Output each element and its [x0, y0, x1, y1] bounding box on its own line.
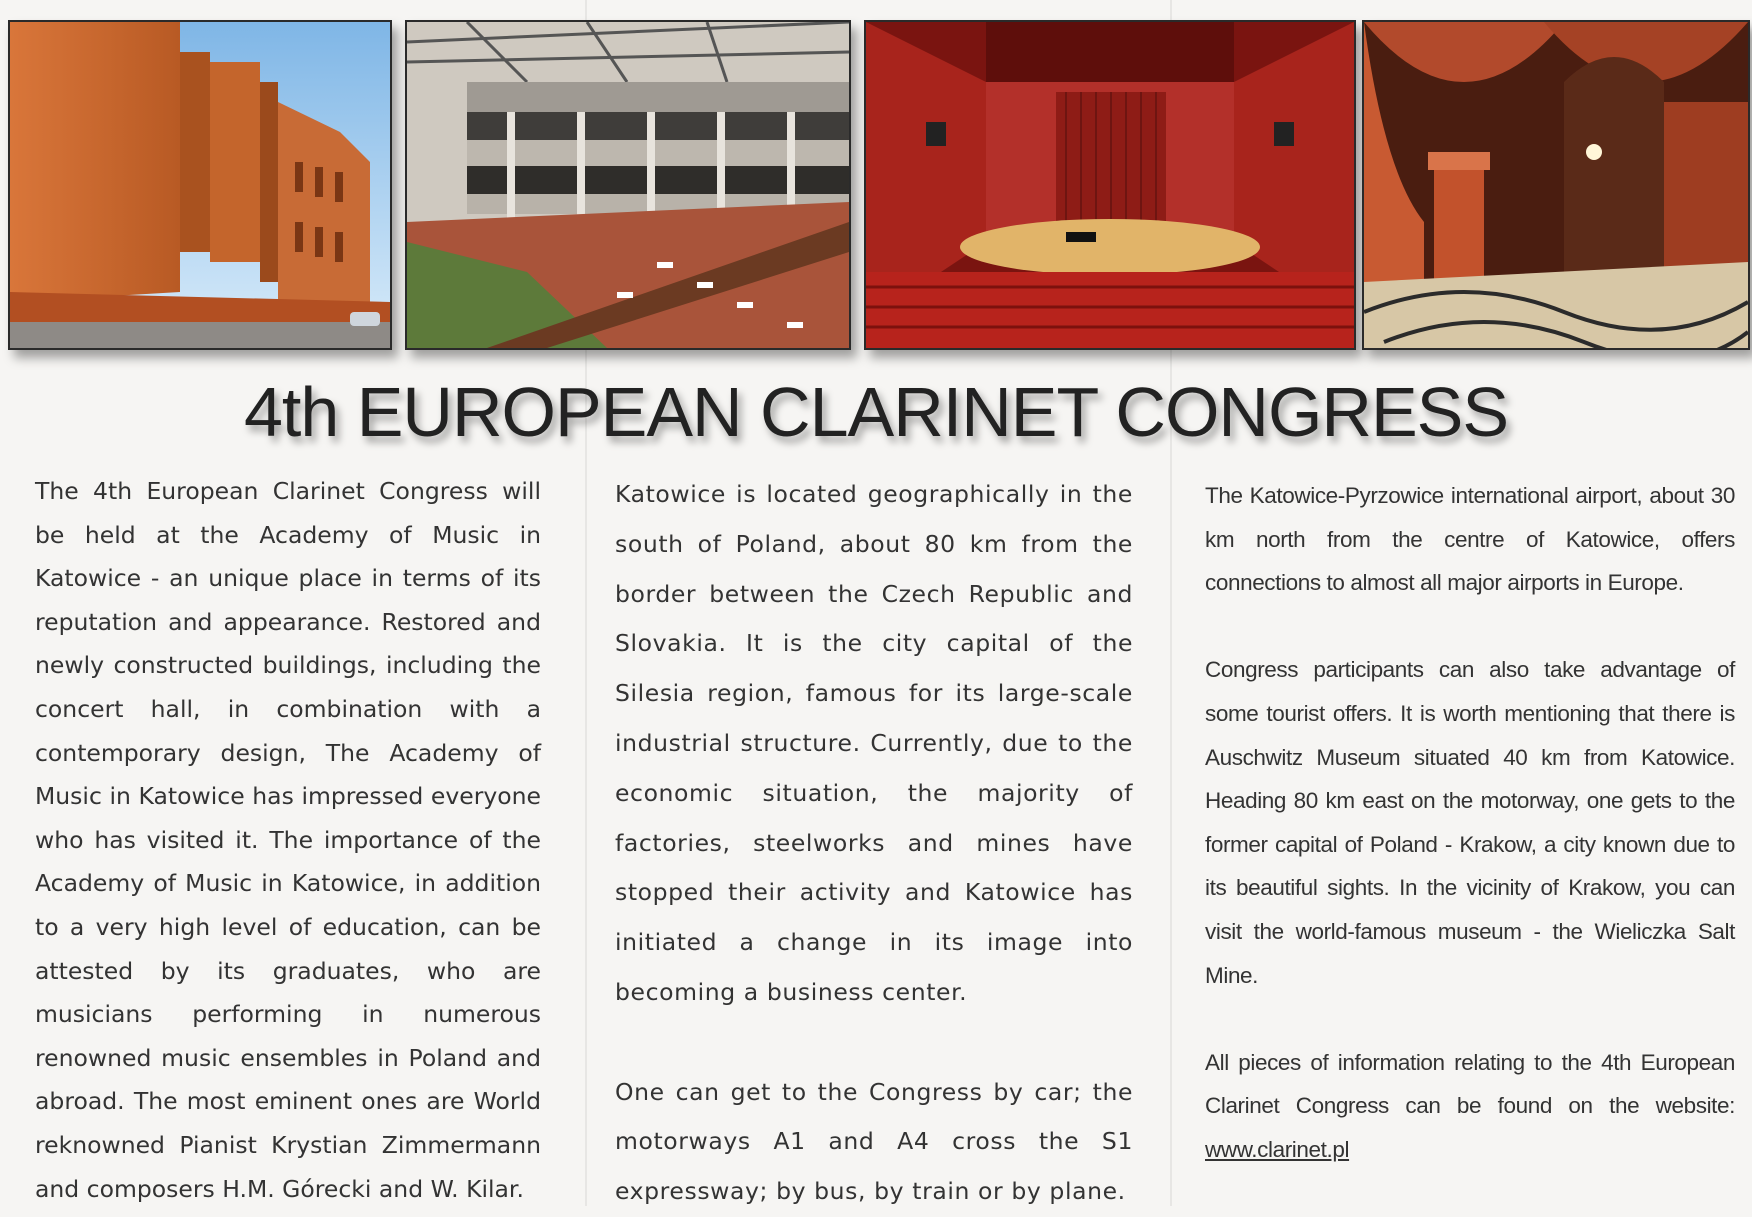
- atrium-interior-photo: [405, 20, 851, 350]
- website-paragraph: [1205, 1041, 1735, 1172]
- transport-paragraph: One can get to the Congress by car; the motorways A1 and A4 cross the S1 expressway; by bus, by train or by plane.: [615, 1077, 1133, 1206]
- tourist-paragraph: Congress participants can also take advantage of some tourist offers. It is worth mentioning that there is Auschwitz Museum situated 40 km from Katowice. Heading 80 km east on the motorway, one gets to the former capital of Poland - Krakow, a city known due to its beautiful sights. In the vicinity of Krakow, you can visit the world-famous museum - the Wieliczka Salt Mine.: [1205, 657, 1735, 988]
- gothic-vaulted-hall-photo: [1362, 20, 1750, 350]
- airport-paragraph: The Katowice-Pyrzowice international airport, about 30 km north from the centre of Katowice, offers connections to almost all major airports in Europe.: [1205, 483, 1735, 596]
- column-academy: [35, 470, 541, 1211]
- katowice-paragraph: Katowice is located geographically in the south of Poland, about 80 km from the border between the Czech Republic and Slovakia. It is the city capital of the Silesia region, famous for its large-scale industrial structure. Currently, due to the economic situation, the majority of factories, steelworks and mines have stopped their activity and Katowice has initiated a change in its image into becoming a business center.: [615, 480, 1133, 1006]
- academy-paragraph: The 4th European Clarinet Congress will be held at the Academy of Music in Katowice - an unique place in terms of its reputation and appearance. Restored and newly constructed buildings, including the concert hall, in combination with a contemporary design, The Academy of Music in Katowice has impressed everyone who has visited it. The importance of the Academy of Music in Katowice, in addition to a very high level of education, can be attested by its graduates, who are musicians performing in numerous renowned music ensembles in Poland and abroad. The most eminent ones are World reknowned Pianist Krystian Zimmermann and composers H.M. Górecki and W. Kilar.: [35, 477, 541, 1203]
- website-intro-text: All pieces of information relating to the 4th European Clarinet Congress can be found on the website:: [1205, 1049, 1735, 1119]
- website-link[interactable]: www.clarinet.pl: [1205, 1136, 1350, 1162]
- academy-building-photo: [8, 20, 392, 350]
- column-travel: [1205, 474, 1735, 1172]
- page-title: 4th EUROPEAN CLARINET CONGRESS: [243, 373, 1509, 451]
- column-katowice: [615, 470, 1133, 1217]
- concert-hall-photo: [864, 20, 1356, 350]
